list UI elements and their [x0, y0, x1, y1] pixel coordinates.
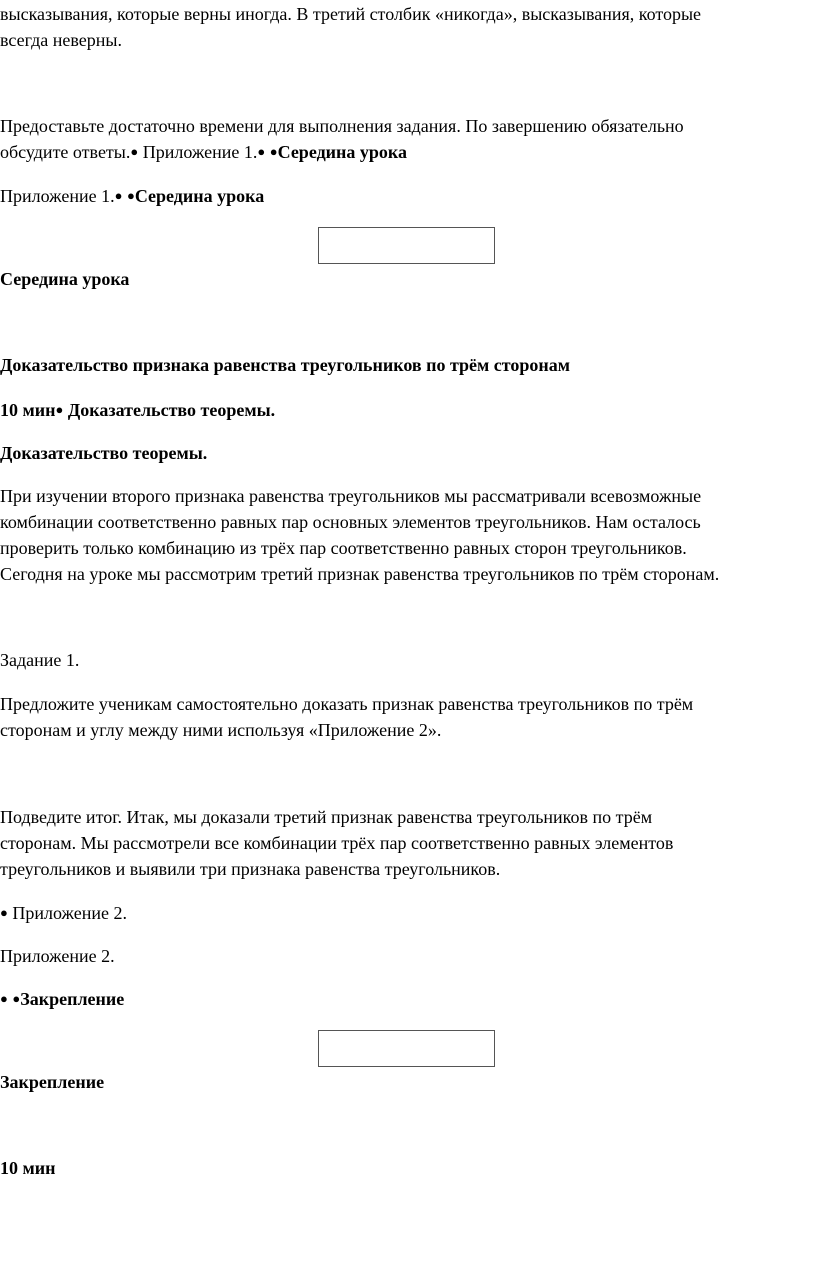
task-line-1: Предложите ученикам самостоятельно доказать признак равенства треугольников по трём: [0, 694, 694, 714]
bullet-icon: ●: [257, 144, 266, 159]
paragraph-line-2: комбинации соответственно равных пар основных элементов треугольников. Нам осталось: [0, 512, 701, 532]
task-line-2: сторонам и углу между ними используя «Приложение 2».: [0, 720, 442, 740]
proof-inline: Доказательство теоремы.: [63, 400, 276, 420]
bullet-icon: ●: [114, 188, 123, 203]
consolidation-line: [0, 986, 124, 1012]
intro-line-1: высказывания, которые верны иногда. В третий столбик «никогда», высказывания, которые: [0, 4, 702, 24]
appendix-1-label: Приложение 1.: [0, 186, 115, 206]
appendix-1-line: [0, 183, 264, 209]
consolidation-duration: 10 мин: [0, 1158, 56, 1178]
paragraph-line-4: Сегодня на уроке мы рассмотрим третий признак равенства треугольников по трём сторонам.: [0, 564, 720, 584]
empty-image-frame: [318, 227, 495, 264]
task-title: Задание 1.: [0, 650, 80, 670]
bullet-icon: ●: [0, 905, 8, 920]
summary-line-1: Подведите итог. Итак, мы доказали третий признак равенства треугольников по трём: [0, 807, 653, 827]
instruction-text: обсудите ответы.: [0, 142, 131, 162]
summary-line-3: треугольников и выявили три признака равенства треугольников.: [0, 859, 501, 879]
duration: 10 мин: [0, 400, 56, 420]
instruction-line-2: [0, 139, 407, 165]
bullet-icon: ●: [0, 991, 8, 1006]
duration-line: [0, 397, 275, 423]
consolidation-heading: Закрепление: [0, 1072, 105, 1092]
bullet-icon: ●: [269, 144, 278, 159]
appendix-2-inline: [0, 900, 127, 926]
consolidation-title-inline: Закрепление: [20, 989, 125, 1009]
bullet-icon: ●: [12, 991, 21, 1006]
section-title-inline: Середина урока: [277, 142, 408, 162]
bullet-icon: ●: [130, 144, 139, 159]
bullet-icon: ●: [55, 402, 64, 417]
appendix-2-label: Приложение 2.: [0, 946, 115, 966]
paragraph-line-3: проверить только комбинацию из трёх пар соответственно равных сторон треугольников.: [0, 538, 687, 558]
proof-heading: Доказательство теоремы.: [0, 443, 208, 463]
empty-image-frame: [318, 1030, 495, 1067]
appendix-1-label: Приложение 1.: [138, 142, 258, 162]
instruction-line-1: Предоставьте достаточно времени для выполнения задания. По завершению обязательно: [0, 116, 684, 136]
bullet-icon: ●: [126, 188, 135, 203]
intro-line-2: всегда неверны.: [0, 30, 122, 50]
summary-line-2: сторонам. Мы рассмотрели все комбинации трёх пар соответственно равных элементов: [0, 833, 674, 853]
section-title-inline: Середина урока: [134, 186, 265, 206]
section-heading: Середина урока: [0, 269, 130, 289]
lesson-topic: Доказательство признака равенства треугольников по трём сторонам: [0, 355, 571, 375]
paragraph-line-1: При изучении второго признака равенства треугольников мы рассматривали всевозможные: [0, 486, 702, 506]
appendix-2-inline-label: Приложение 2.: [7, 903, 127, 923]
